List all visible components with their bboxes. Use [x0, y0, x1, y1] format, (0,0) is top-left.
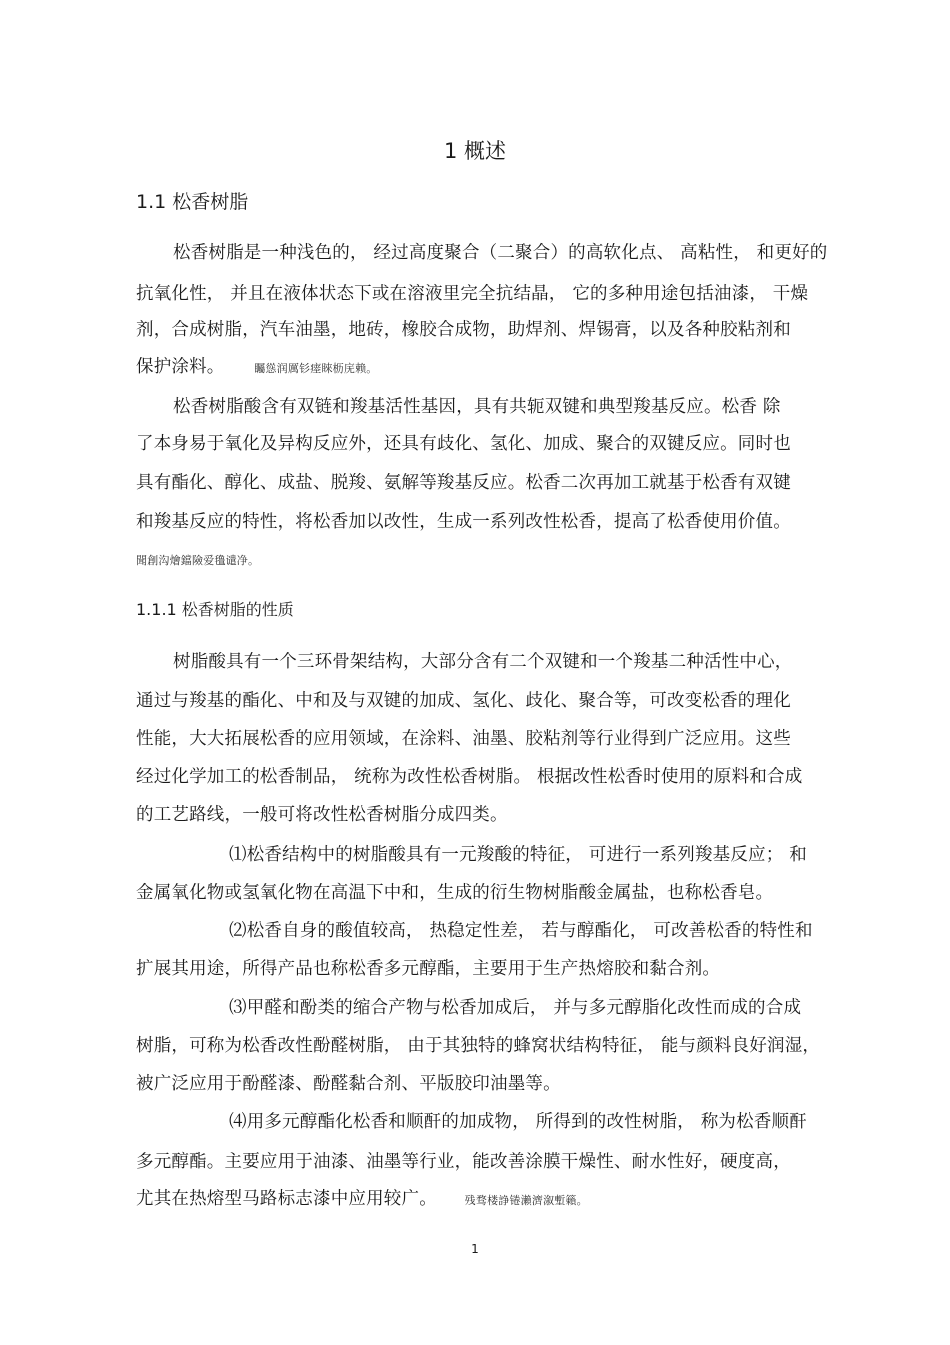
item1-line2: 金属氧化物或氢氧化物在高温下中和，生成的衍生物树脂酸金属盐，也称松香皂。 [136, 883, 774, 903]
para1-line3: 剂，合成树脂，汽车油墨，地砖，橡胶合成物，助焊剂、焊锡膏，以及各种胶粘剂和 [136, 320, 791, 340]
para2-note: 聞創沟燴鐺險爱氇谴净。 [136, 554, 260, 567]
item4-line1: ⑷用多元醇酯化松香和顺酐的加成物， 所得到的改性树脂， 称为松香顺酐 [229, 1112, 807, 1132]
para3-line4: 经过化学加工的松香制品， 统称为改性松香树脂。 根据改性松香时使用的原料和合成 [136, 767, 803, 787]
para2-line2: 了本身易于氧化及异构反应外，还具有歧化、氢化、加成、聚合的双键反应。同时也 [136, 434, 791, 454]
para2-line4: 和羧基反应的特性，将松香加以改性，生成一系列改性松香，提高了松香使用价值。 [136, 512, 791, 532]
item4-line2: 多元醇酯。主要应用于油漆、油墨等行业，能改善涂膜干燥性、耐水性好，硬度高， [136, 1152, 791, 1172]
item1-line1: ⑴松香结构中的树脂酸具有一元羧酸的特征， 可进行一系列羧基反应； 和 [229, 845, 807, 865]
page-number: 1 [471, 1242, 479, 1256]
item2-line2: 扩展其用途，所得产品也称松香多元醇酯，主要用于生产热熔胶和黏合剂。 [136, 959, 721, 979]
item4-line3 [136, 1188, 588, 1210]
para1-line4-text: 保护涂料。 [136, 357, 225, 377]
section-title: 1.1 松香树脂 [136, 191, 249, 213]
para3-line1: 树脂酸具有一个三环骨架结构，大部分含有二个双键和一个羧基二种活性中心， [173, 652, 793, 672]
para1-line2: 抗氧化性， 并且在液体状态下或在溶液里完全抗结晶， 它的多种用途包括油漆， 干燥 [136, 284, 809, 304]
para1-line4 [136, 356, 377, 378]
para3-line2: 通过与羧基的酯化、中和及与双键的加成、氢化、歧化、聚合等，可改变松香的理化 [136, 691, 791, 711]
para3-line3: 性能，大大拓展松香的应用领域，在涂料、油墨、胶粘剂等行业得到广泛应用。这些 [136, 729, 791, 749]
item3-line2: 树脂，可称为松香改性酚醛树脂， 由于其独特的蜂窝状结构特征， 能与颜料良好润湿， [136, 1036, 821, 1056]
item2-line1: ⑵松香自身的酸值较高， 热稳定性差， 若与醇酯化， 可改善松香的特性和 [229, 921, 813, 941]
para2-line3: 具有酯化、醇化、成盐、脱羧、氨解等羧基反应。松香二次再加工就基于松香有双键 [136, 473, 791, 493]
chapter-title: 1 概述 [443, 139, 507, 163]
para3-line5: 的工艺路线，一般可将改性松香树脂分成四类。 [136, 805, 508, 825]
item4-line3-text: 尤其在热熔型马路标志漆中应用较广。 [136, 1189, 437, 1209]
subsection-title: 1.1.1 松香树脂的性质 [136, 600, 294, 619]
item3-line1: ⑶甲醛和酚类的缩合产物与松香加成后， 并与多元醇脂化改性而成的合成 [229, 998, 802, 1018]
item3-line3: 被广泛应用于酚醛漆、酚醛黏合剂、平版胶印油墨等。 [136, 1074, 561, 1094]
item4-note: 残骛楼諍锩瀨濟溆塹籟。 [464, 1194, 588, 1207]
para2-line1: 松香树脂酸含有双链和羧基活性基因，具有共轭双键和典型羧基反应。松香 除 [173, 397, 781, 417]
para1-line1: 松香树脂是一种浅色的， 经过高度聚合（二聚合）的高软化点、 高粘性， 和更好的 [173, 243, 828, 263]
para1-note: 矚慫润厲钐瘗睞枥庑赖。 [254, 362, 378, 375]
